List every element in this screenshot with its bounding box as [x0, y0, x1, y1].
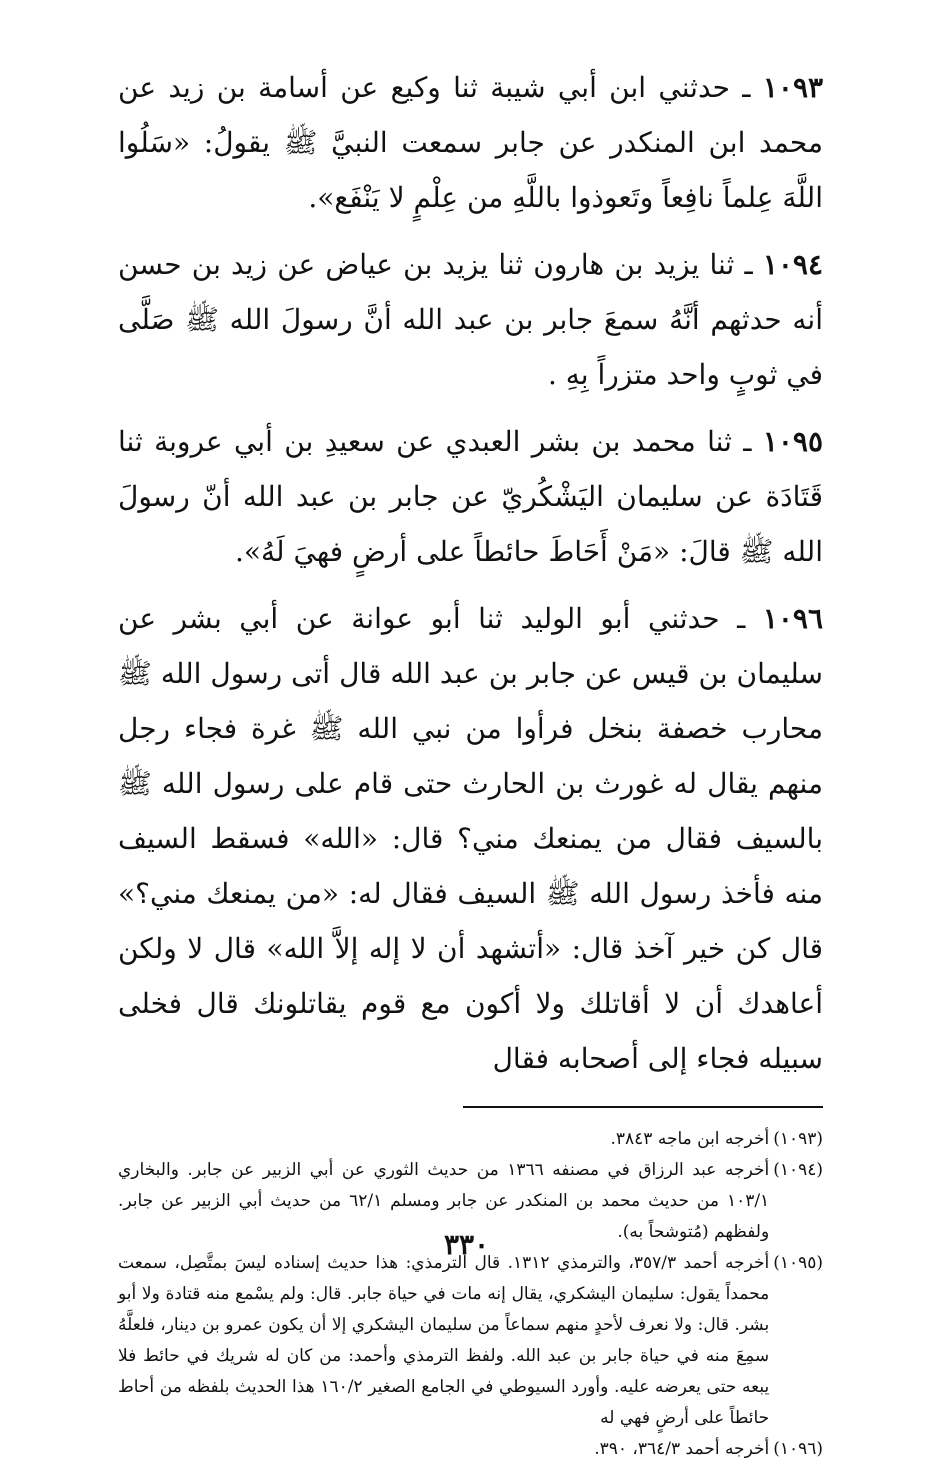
footnote-text: أخرجه ابن ماجه ٣٨٤٣. [610, 1129, 770, 1149]
footnote-number: (١٠٩٣) [773, 1129, 823, 1149]
footnote-separator [463, 1106, 823, 1108]
hadith-number: ١٠٩٥ [762, 425, 823, 458]
hadith-text: ـ حدثني أبو الوليد ثنا أبو عوانة عن أبي بشر عن سليمان بن قيس عن جابر بن عبد الله قال أتى رسول الله ﷺ محارب خصفة بنخل فرأوا من نبي الله ﷺ غرة فجاء رجل منهم يقال له غورث بن الحارث حتى قام على رسول الله ﷺ بالسيف فقال من يمنعك مني؟ قال: «الله» فسقط السيف منه فأخذ رسول الله ﷺ السيف فقال له: «من يمنعك مني؟» قال كن خير آخذ قال: «أتشهد أن لا إله إلاَّ الله» قال لا ولكن أعاهدك أن لا أقاتلك ولا أكون مع قوم يقاتلونك قال فخلى سبيله فجاء إلى أصحابه فقال [118, 602, 823, 1075]
hadith-number: ١٠٩٦ [762, 602, 823, 635]
footnote-number: (١٠٩٤) [773, 1160, 823, 1180]
footnote-1096 [118, 1434, 823, 1465]
hadith-1096 [118, 591, 823, 1086]
hadith-number: ١٠٩٤ [762, 248, 823, 281]
hadith-1095 [118, 414, 823, 579]
footnotes [118, 1124, 823, 1465]
footnote-1093 [118, 1124, 823, 1155]
hadith-1094 [118, 237, 823, 402]
footnote-text: أخرجه أحمد ٣٥٧/٣، والترمذي ١٣١٢. قال الترمذي: هذا حديث إسناده ليسَ بمتَّصِل، سمعت محمداً يقول: سليمان اليشكري، يقال إنه مات في حياة جابر. قال: ولم يسْمع منه قتادة ولا أبو بشر. قال: ولا نعرف لأحدٍ منهم سماعاً من سليمان اليشكري إلا أن يكون عمرو بن دينار، فلعلَّهُ سمِعَ منه في حياة جابر بن عبد الله. ولفظ الترمذي وأحمد: من كان له شريك في حائط فلا يبعه حتى يعرضه عليه. وأورد السيوطي في الجامع الصغير ١٦٠/٢ هذا الحديث بلفظه من أحاط حائطاً على أرضٍ فهي له [118, 1253, 770, 1428]
footnote-text: أخرجه عبد الرزاق في مصنفه ١٣٦٦ من حديث الثوري عن أبي الزبير عن جابر. والبخاري ١٠٣/١ من حديث محمد بن المنكدر عن جابر ومسلم ٦٢/١ من حديث أبي الزبير عن جابر. ولفظهم (مُتوشحاً به). [118, 1160, 770, 1242]
footnote-1095 [118, 1248, 823, 1434]
hadith-text: ـ ثنا يزيد بن هارون ثنا يزيد بن عياض عن زيد بن حسن أنه حدثهم أنَّهُ سمعَ جابر بن عبد الله أنَّ رسولَ الله ﷺ صَلَّى في ثوبٍ واحد متزراً بِهِ . [118, 248, 823, 391]
hadith-1093 [118, 60, 823, 225]
hadith-text: ـ حدثني ابن أبي شيبة ثنا وكيع عن أسامة بن زيد عن محمد ابن المنكدر عن جابر سمعت النبيَّ ﷺ يقولُ: «سَلُوا اللَّهَ عِلماً نافِعاً وتَعوذوا باللَّهِ من عِلْمٍ لا يَنْفَع». [118, 71, 823, 214]
footnote-number: (١٠٩٥) [773, 1253, 823, 1273]
hadith-number: ١٠٩٣ [762, 71, 824, 104]
page-number: ٣٣٠ [443, 1228, 490, 1261]
hadith-text: ـ ثنا محمد بن بشر العبدي عن سعيدِ بن أبي عروبة ثنا قَتَادَة عن سليمان اليَشْكُريّ عن جابر بن عبد الله أنّ رسولَ الله ﷺ قالَ: «مَنْ أَحَاطَ حائطاً على أرضٍ فهيَ لَهُ». [118, 425, 823, 568]
footnote-text: أخرجه أحمد ٣٦٤/٣، ٣٩٠. [594, 1439, 770, 1459]
footnote-number: (١٠٩٦) [773, 1439, 823, 1459]
